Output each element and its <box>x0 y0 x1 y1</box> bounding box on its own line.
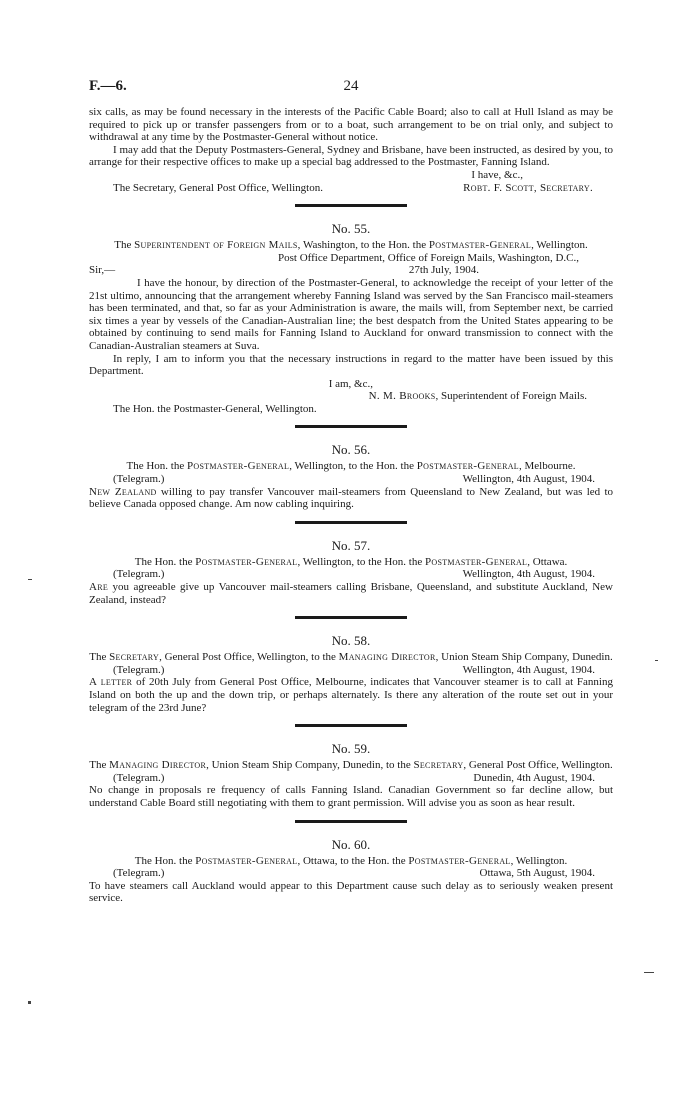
document-number: No. 60. <box>331 836 371 852</box>
scan-mark <box>644 972 654 973</box>
telegram-heading: The Hon. the Postmaster-General, Wellington, to the Hon. the Postmaster-General, Ottawa. <box>134 555 568 568</box>
salutation: Sir,— <box>89 264 116 277</box>
closing-line <box>89 169 613 182</box>
telegram-59 <box>89 741 613 809</box>
telegram-58 <box>89 633 613 714</box>
telegram-heading: The Hon. the Postmaster-General, Ottawa, to the Hon. the Postmaster-General, Wellington. <box>134 854 568 867</box>
telegram-57 <box>89 538 613 606</box>
origin-line: Post Office Department, Office of Foreign Mails, Washington, D.C., <box>278 251 579 264</box>
document-reference: F.—6. <box>89 78 127 94</box>
telegram-heading: The Managing Director, Union Steam Ship Company, Dunedin, to the Secretary, General Post Office, Wellington. <box>89 759 613 772</box>
page-number: 24 <box>343 78 359 94</box>
signature-line <box>89 182 613 195</box>
scan-mark <box>28 1001 31 1004</box>
paragraph: six calls, as may be found necessary in the interests of the Pacific Cable Board; also to call at Hull Island as may be required to pick up or transfer passengers from or to a boat, such arrangement to be on trial only, and subject to withdrawal at any time by the Postmaster-General without notice. <box>89 106 613 144</box>
signature: N. M. Brooks, Superintendent of Foreign Mails. <box>368 390 587 403</box>
addressee: The Secretary, General Post Office, Wellington. <box>113 181 323 194</box>
document-number: No. 56. <box>331 442 371 458</box>
salutation-line <box>89 264 613 277</box>
telegram-body: New Zealand willing to pay transfer Vancouver mail-steamers from Queensland to New Zealand, but was led to believe Canada opposed change. Am now cabling inquiring. <box>89 485 613 511</box>
telegram-body: To have steamers call Auckland would appear to this Department cause such delay as to seriously weaken present service. <box>89 879 613 905</box>
recipient-title: Postmaster-General <box>428 239 532 252</box>
telegram-body: Are you agreeable give up Vancouver mail-steamers calling Brisbane, Queensland, and substitute Auckland, New Zealand, instead? <box>89 581 613 606</box>
section-divider <box>295 820 407 823</box>
section-divider <box>295 425 407 428</box>
paragraph: I have the honour, by direction of the Postmaster-General, to acknowledge the receipt of your letter of the 21st ultimo, announcing that the arrangement whereby Fanning Island was served by the San Francisco mail-steamers has been terminated, and that, so far as your Administration is aware, the mails will, from September next, be carried six times a year by vessels of the Canadian-Australian line; the best despatch from the United States appearing to be obtained by continuing to send mails for Fanning Island to Auckland for onward transmission to connect with the Canadian-Australian steamers at Suva. <box>89 276 613 352</box>
section-divider <box>295 521 407 524</box>
telegram-56 <box>89 442 613 510</box>
telegram-heading: The Hon. the Postmaster-General, Wellington, to the Hon. the Postmaster-General, Melbourne. <box>126 460 576 473</box>
scan-mark <box>28 579 32 580</box>
telegram-60 <box>89 837 613 905</box>
closing-line <box>89 378 613 391</box>
section-divider <box>295 204 407 207</box>
telegram-dateline: (Telegram.) Wellington, 4th August, 1904. <box>113 473 595 486</box>
telegram-dateline: (Telegram.) Ottawa, 5th August, 1904. <box>113 867 595 880</box>
telegram-body: No change in proposals re frequency of calls Fanning Island. Canadian Government so far decline allow, but understand Cable Board still negotiating with them to grant permission. Will advise you as soon as hear result. <box>89 784 613 809</box>
letter-date: 27th July, 1904. <box>408 264 479 277</box>
letter-heading: The Superintendent of Foreign Mails, Washington, to the Hon. the Postmaster-General, Wellington. <box>114 239 588 252</box>
paragraph: In reply, I am to inform you that the necessary instructions in regard to the matter have been issued by this Department. <box>89 352 613 378</box>
addressee: The Hon. the Postmaster-General, Wellington. <box>113 402 317 415</box>
signature: Robt. F. Scott, Secretary. <box>463 181 593 194</box>
scan-mark <box>655 660 658 661</box>
section-divider <box>295 724 407 727</box>
sender-title: Superintendent of Foreign Mails <box>134 239 298 252</box>
telegram-heading: The Secretary, General Post Office, Wellington, to the Managing Director, Union Steam Ship Company, Dunedin. <box>89 651 613 664</box>
telegram-body: A letter of 20th July from General Post Office, Melbourne, indicates that Vancouver steamer is to call at Fanning Island on both the up and the down trip, or perhaps alternately. Is there any alteration of the route set out in your telegram of the 23rd June? <box>89 676 613 714</box>
document-number: No. 59. <box>331 741 371 757</box>
valediction: I am, &c., <box>328 377 373 390</box>
document-number: No. 58. <box>331 633 371 649</box>
telegram-dateline: (Telegram.) Wellington, 4th August, 1904. <box>113 663 595 676</box>
letter-55 <box>89 221 613 415</box>
page-header <box>89 78 613 98</box>
letter-54-continuation <box>89 106 613 194</box>
paragraph: I may add that the Deputy Postmasters-General, Sydney and Brisbane, have been instructed, as desired by you, to arrange for their respective offices to make up a special bag addressed to the Postmaster, Fanning Island. <box>89 143 613 169</box>
document-number: No. 55. <box>331 221 371 237</box>
valediction: I have, &c., <box>471 168 523 181</box>
page-content <box>89 106 613 905</box>
document-number: No. 57. <box>331 537 371 553</box>
telegram-dateline: (Telegram.) Dunedin, 4th August, 1904. <box>113 771 595 784</box>
telegram-dateline: (Telegram.) Wellington, 4th August, 1904. <box>113 568 595 581</box>
section-divider <box>295 616 407 619</box>
